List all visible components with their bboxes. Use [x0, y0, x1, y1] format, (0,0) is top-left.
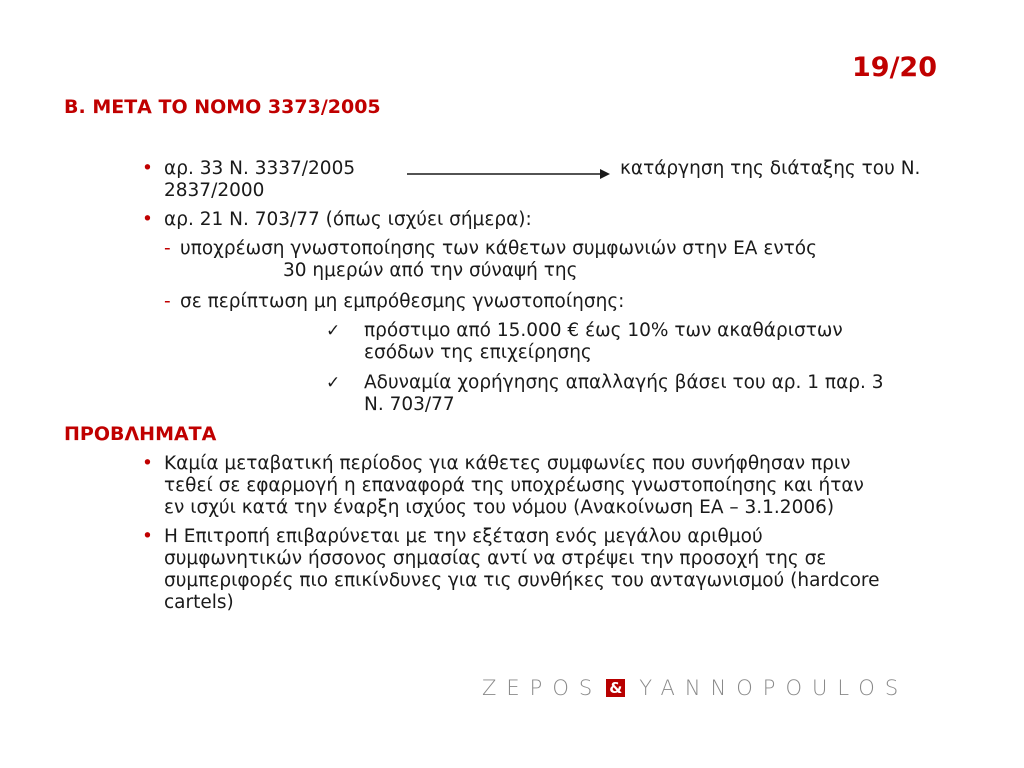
problem2-line: cartels): [164, 592, 234, 613]
item1-right-text-cont: 2837/2000: [164, 180, 265, 201]
problem2-line: Η Επιτροπή επιβαρύνεται με την εξέταση ενός μεγάλου αριθμού: [164, 526, 763, 547]
logo-zepos: ZEPOS: [482, 676, 603, 700]
section-heading-problems: ΠΡΟΒΛΗΜΑΤΑ: [64, 423, 217, 445]
dash2-text: σε περίπτωση μη εμπρόθεσμης γνωστοποίησης:: [180, 291, 625, 312]
logo-ampersand: &: [606, 679, 625, 697]
section-heading-b: B. ΜΕΤΑ ΤΟ ΝΟΜΟ 3373/2005: [64, 96, 381, 118]
footer-logo: [482, 676, 908, 700]
check2-text-cont: Ν. 703/77: [364, 394, 455, 415]
item1-left-text: αρ. 33 Ν. 3337/2005: [164, 158, 356, 179]
problem2-line: συμφωνητικών ήσσονος σημασίας αντί να στρέψει την προσοχή της σε: [164, 548, 827, 569]
checkmark-icon: ✓: [326, 321, 341, 341]
dash1-text-cont: 30 ημερών από την σύναψή της: [283, 260, 578, 281]
dash-icon: -: [164, 291, 171, 312]
page-number: 19/20: [852, 52, 938, 83]
bullet-icon: •: [142, 158, 153, 179]
bullet-icon: •: [142, 209, 153, 230]
bullet-icon: •: [142, 526, 153, 547]
arrow-right-icon: [407, 167, 611, 181]
check2-text: Αδυναμία χορήγησης απαλλαγής βάσει του αρ. 1 παρ. 3: [364, 372, 884, 393]
problem2-line: συμπεριφορές πιο επικίνδυνες για τις συνθήκες του ανταγωνισμού (hardcore: [164, 570, 880, 591]
item2-text: αρ. 21 Ν. 703/77 (όπως ισχύει σήμερα):: [164, 209, 532, 230]
checkmark-icon: ✓: [326, 373, 341, 393]
dash-icon: -: [164, 238, 171, 259]
problem1-line: εν ισχύι κατά την έναρξη ισχύος του νόμου (Ανακοίνωση ΕΑ – 3.1.2006): [164, 497, 835, 518]
item1-right-text: κατάργηση της διάταξης του Ν.: [620, 158, 921, 179]
dash1-text: υποχρέωση γνωστοποίησης των κάθετων συμφωνιών στην ΕΑ εντός: [180, 238, 817, 259]
problem1-line: Καμία μεταβατική περίοδος για κάθετες συμφωνίες που συνήφθησαν πριν: [164, 453, 851, 474]
check1-text-cont: εσόδων της επιχείρησης: [364, 342, 592, 363]
bullet-icon: •: [142, 453, 153, 474]
problem1-line: τεθεί σε εφαρμογή η επαναφορά της υποχρέωσης γνωστοποίησης και ήταν: [164, 475, 864, 496]
check1-text: πρόστιμο από 15.000 € έως 10% των ακαθάριστων: [364, 320, 843, 341]
logo-yannopoulos: YANNOPOULOS: [639, 676, 909, 700]
